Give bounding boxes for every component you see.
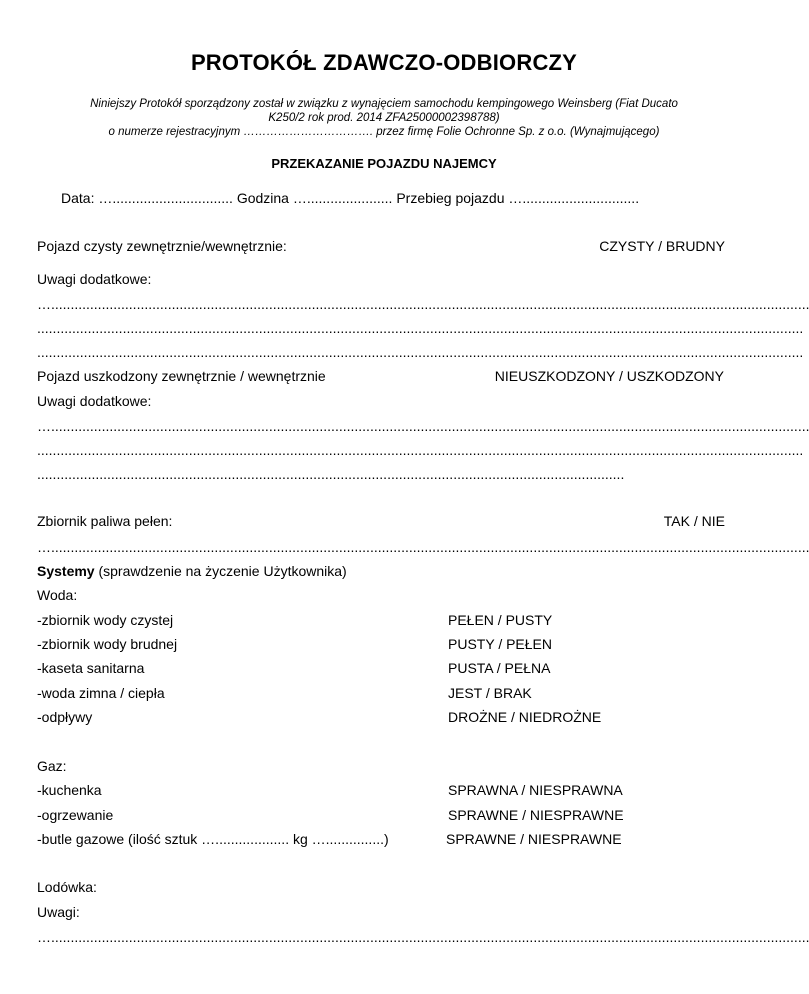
dotted-line: ..................................................................................................................................................................................................... [37,442,804,458]
dotted-line: …................................................................................................................................................................................................... [37,929,809,945]
gas-item-name: -ogrzewanie [37,807,114,823]
fuel-options: TAK / NIE [663,513,725,529]
water-item-options: DROŻNE / NIEDROŻNE [448,709,602,725]
systems-heading-note: (sprawdzenie na życzenie Użytkownika) [94,563,347,579]
damage-label: Pojazd uszkodzony zewnętrznie / wewnętrznie [37,368,326,384]
gas-label: Gaz: [37,758,67,774]
remarks-label: Uwagi dodatkowe: [37,393,152,409]
fuel-label: Zbiornik paliwa pełen: [37,513,173,529]
dotted-line: ..................................................................................................................................................................................................... [37,320,804,336]
clean-label: Pojazd czysty zewnętrznie/wewnętrznie: [37,238,287,254]
intro-line-1: Niniejszy Protokół sporządzony został w związku z wynajęciem samochodu kempingowego Weinsberg (Fiat Ducato [90,98,678,110]
water-item-options: PUSTY / PEŁEN [448,636,553,652]
document-title: PROTOKÓŁ ZDAWCZO-ODBIORCZY [190,50,578,75]
water-item-name: -kaseta sanitarna [37,660,145,676]
systems-heading [37,563,347,579]
gas-item-options: SPRAWNA / NIESPRAWNA [448,782,623,798]
damage-options: NIEUSZKODZONY / USZKODZONY [494,368,724,384]
dotted-line: ..................................................................................................................................................................................................... [37,344,804,360]
water-label: Woda: [37,587,78,603]
gas-item-options: SPRAWNE / NIESPRAWNE [448,807,624,823]
intro-line-3: o numerze rejestracyjnym ……………………………. przez firmę Folie Ochronne Sp. z o.o. (Wynajmującego) [108,126,660,138]
gas-item-name: -butle gazowe (ilość sztuk …................... kg …...............) [37,831,389,847]
clean-options: CZYSTY / BRUDNY [599,238,725,254]
dotted-line: ....................................................................................................................................................... [37,466,625,482]
water-item-name: -woda zimna / ciepła [37,685,165,701]
water-item-options: PEŁEN / PUSTY [448,612,553,628]
systems-heading-bold: Systemy [37,563,95,579]
dotted-line: …................................................................................................................................................................................................... [37,296,809,312]
intro-line-2: K250/2 rok prod. 2014 ZFA25000002398788) [268,112,500,124]
remarks-label: Uwagi: [37,904,80,920]
water-item-name: -zbiornik wody brudnej [37,636,178,652]
date-time-mileage-line: Data: …............................... Godzina …...................... Przebieg pojazdu ….............................. [61,190,640,206]
intro-paragraph [40,97,728,139]
gas-item-name: -kuchenka [37,782,102,798]
gas-item-options: SPRAWNE / NIESPRAWNE [446,831,622,847]
water-item-name: -odpływy [37,709,93,725]
water-item-options: JEST / BRAK [448,685,532,701]
dotted-line: …................................................................................................................................................................................................... [37,418,809,434]
remarks-label: Uwagi dodatkowe: [37,271,152,287]
section-title: PRZEKAZANIE POJAZDU NAJEMCY [271,156,497,171]
fridge-label: Lodówka: [37,879,97,895]
water-item-options: PUSTA / PEŁNA [448,660,551,676]
water-item-name: -zbiornik wody czystej [37,612,174,628]
dotted-line: …................................................................................................................................................................................................... [37,539,809,555]
